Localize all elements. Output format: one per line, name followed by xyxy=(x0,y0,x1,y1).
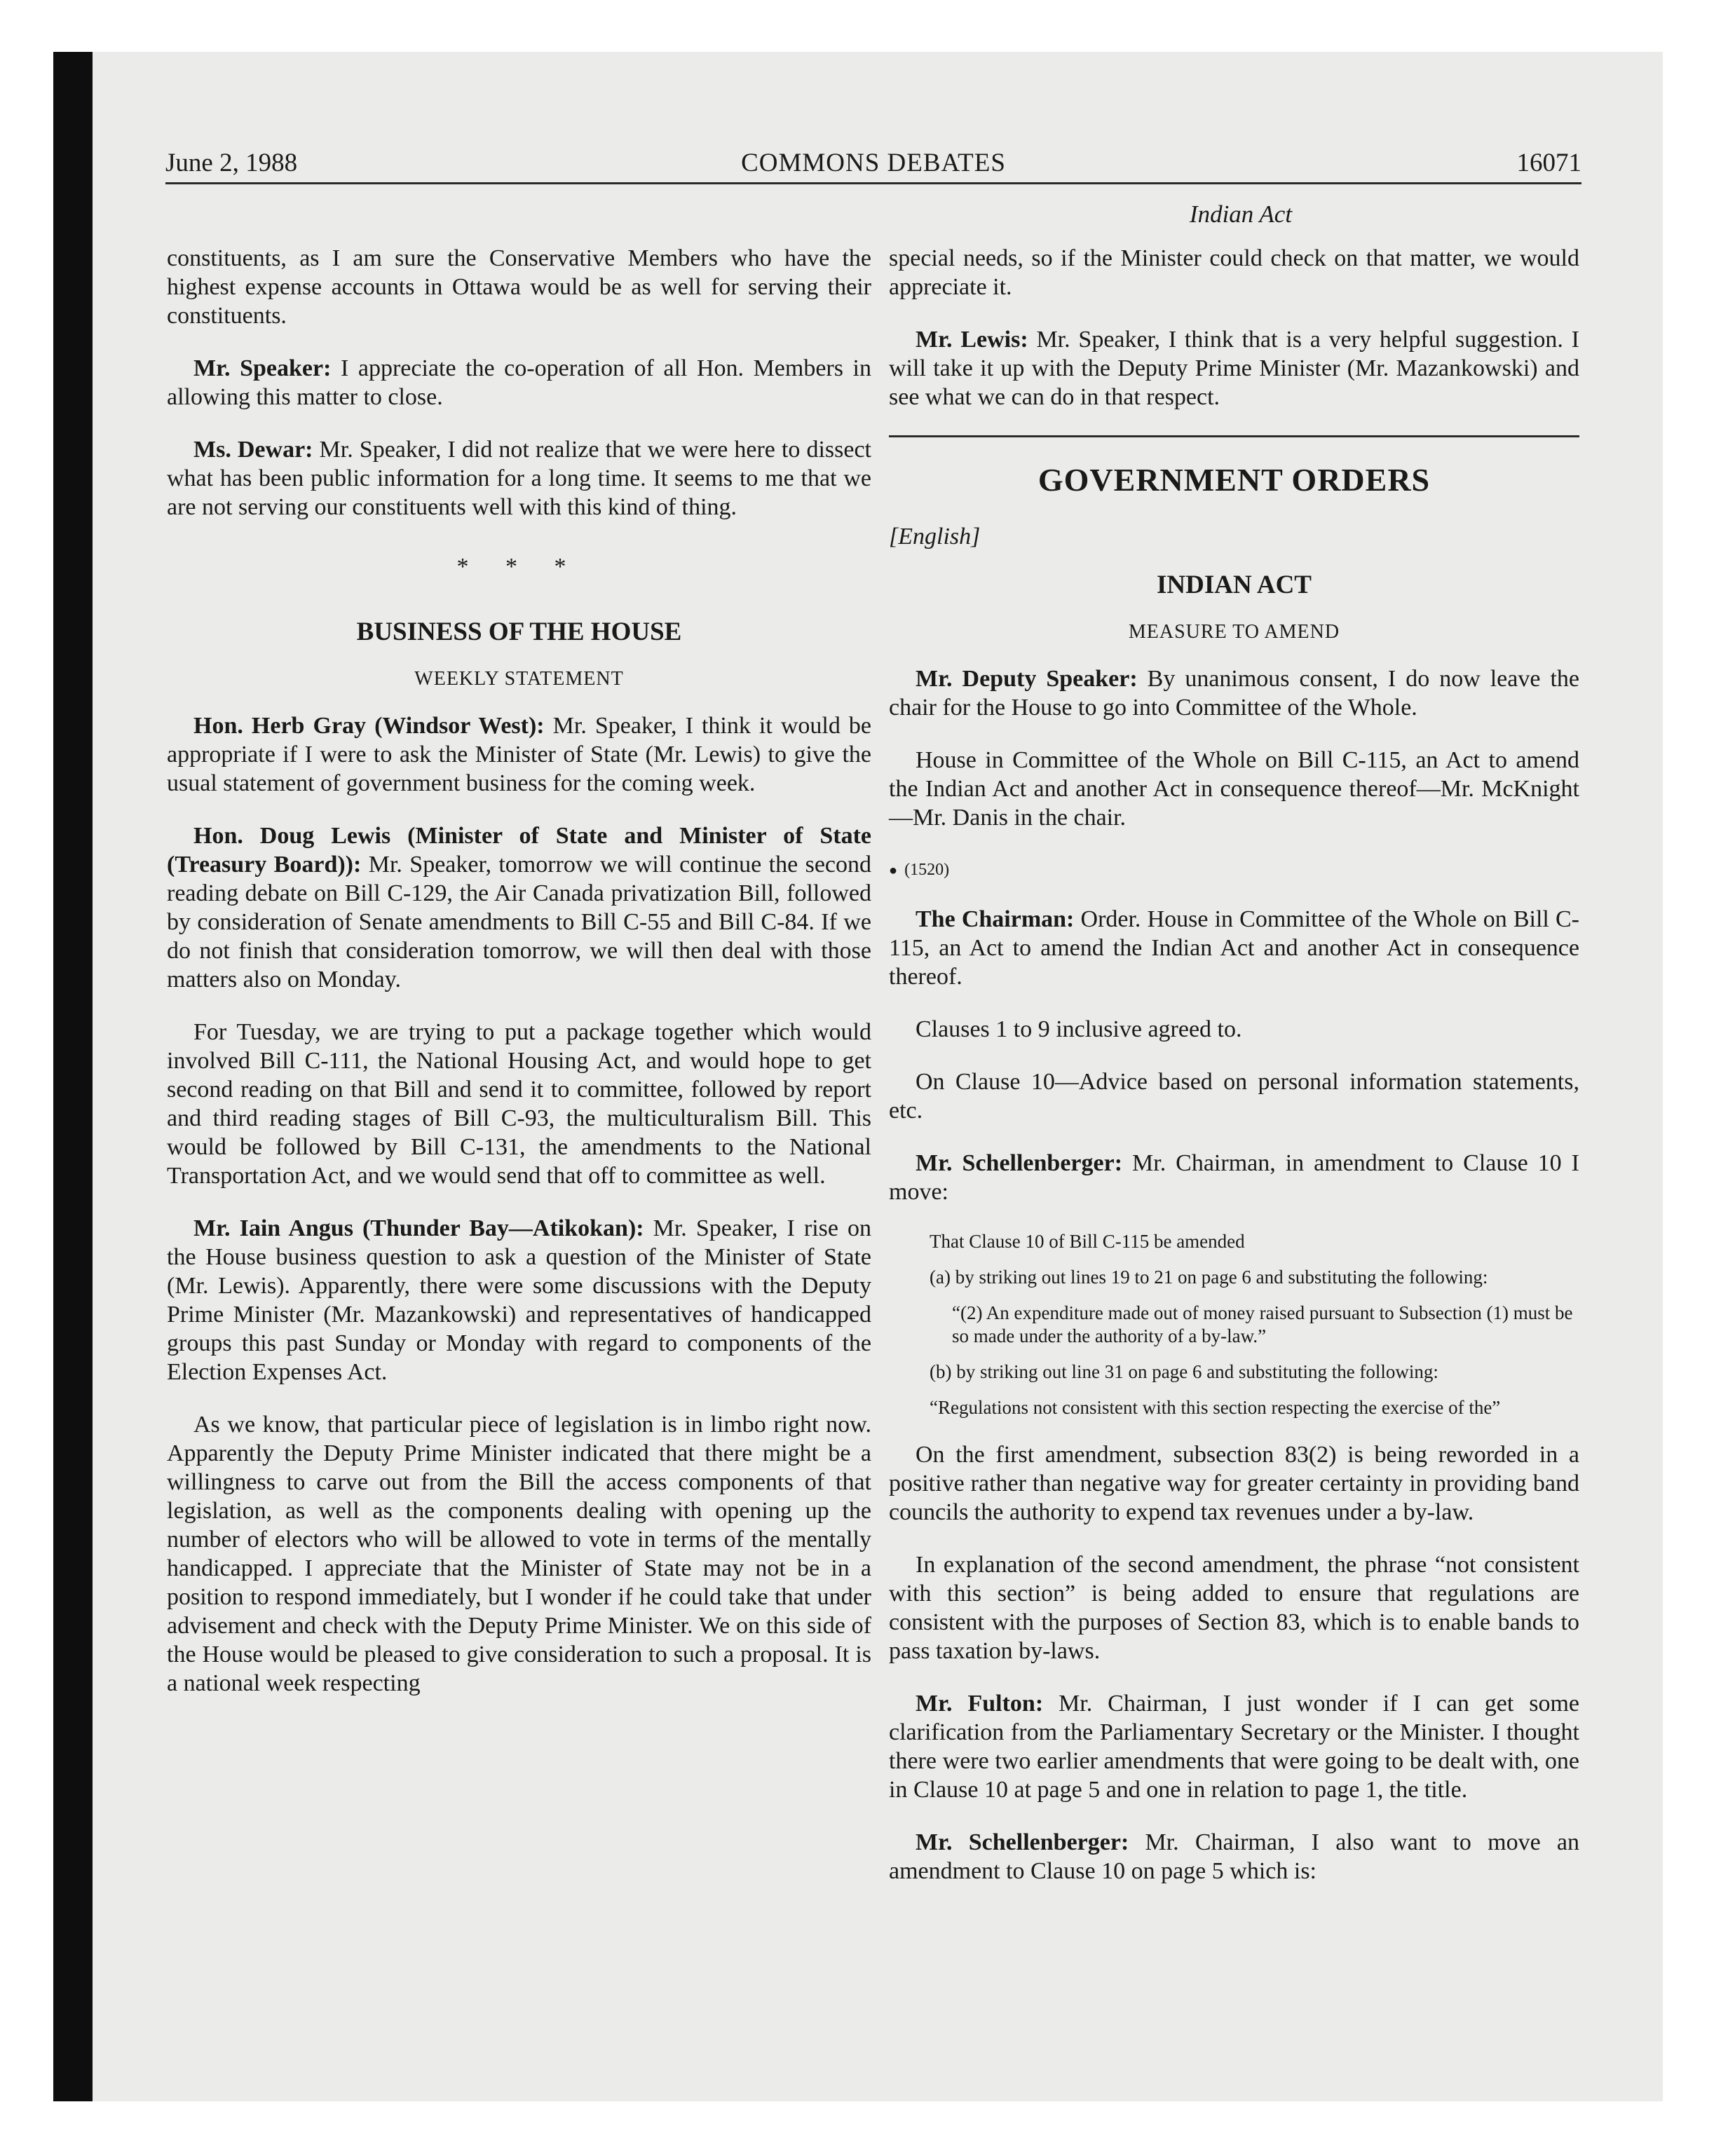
section-subtitle: WEEKLY STATEMENT xyxy=(414,668,624,690)
speaker-name: Mr. Deputy Speaker: xyxy=(916,666,1138,692)
speaker-name: The Chairman: xyxy=(916,906,1075,932)
time-stamp xyxy=(889,856,1579,885)
speech-text: By unanimous consent, I do now leave the chair for the House to go into Committee of the Whole. xyxy=(889,666,1579,721)
scan-binding-edge xyxy=(53,52,93,2101)
speech-text: Mr. Speaker, I think it would be appropriate if I were to ask the Minister of State (Mr. Lewis) to give the usual statement of government business for the coming week. xyxy=(167,713,871,796)
speaker-name: Mr. Schellenberger: xyxy=(916,1829,1129,1855)
speech-text: Mr. Speaker, I did not realize that we were here to dissect what has been public information for a long time. It seems to me that we are not serving our constituents well with this kind of thing. xyxy=(167,437,871,520)
paragraph: Clauses 1 to 9 inclusive agreed to. xyxy=(916,1016,1242,1042)
page-header xyxy=(165,146,1581,184)
speaker-name: Mr. Iain Angus (Thunder Bay—Atikokan): xyxy=(193,1215,644,1241)
section-separator: * * * xyxy=(456,554,582,580)
speaker-name: Mr. Lewis: xyxy=(916,327,1028,353)
speech-paragraph xyxy=(167,1214,871,1386)
scan-margin xyxy=(0,0,53,2156)
section-title: BUSINESS OF THE HOUSE xyxy=(356,618,682,646)
header-date: June 2, 1988 xyxy=(165,149,298,177)
paragraph: On Clause 10—Advice based on personal information statements, etc. xyxy=(889,1069,1579,1124)
language-marker: [English] xyxy=(889,524,981,550)
header-title: COMMONS DEBATES xyxy=(741,149,1006,177)
bullet-icon: ● xyxy=(889,863,898,878)
speech-paragraph xyxy=(889,325,1579,411)
speech-paragraph xyxy=(889,905,1579,991)
motion-quote: “Regulations not consistent with this section respecting the exercise of the” xyxy=(930,1397,1501,1418)
speech-paragraph xyxy=(889,1828,1579,1885)
part-title: GOVERNMENT ORDERS xyxy=(1037,462,1431,498)
time-stamp-text: (1520) xyxy=(904,861,950,879)
speech-text: Mr. Speaker, I think that is a very helpful suggestion. I will take it up with the Deputy Prime Minister (Mr. Mazankowski) and see what we can do in that respect. xyxy=(889,327,1579,410)
speech-paragraph xyxy=(167,354,871,411)
motion-text: That Clause 10 of Bill C-115 be amended xyxy=(930,1231,1245,1252)
left-column xyxy=(167,244,871,1721)
speaker-name: Hon. Herb Gray (Windsor West): xyxy=(193,713,545,739)
paragraph: On the first amendment, subsection 83(2) is being reworded in a positive rather than negative way for greater certainty in providing band councils the authority to expend tax revenues under a by-law. xyxy=(889,1442,1579,1525)
paragraph: House in Committee of the Whole on Bill C-115, an Act to amend the Indian Act and another Act in consequence thereof—Mr. McKnight—Mr. Danis in the chair. xyxy=(889,747,1579,831)
speaker-name: Mr. Fulton: xyxy=(916,1691,1044,1717)
speech-text: Mr. Chairman, in amendment to Clause 10 I move: xyxy=(889,1150,1579,1205)
paragraph: constituents, as I am sure the Conservative Members who have the highest expense accounts in Ottawa would be as well for serving their constituents. xyxy=(167,245,871,329)
speech-paragraph xyxy=(889,664,1579,722)
speech-text: Mr. Speaker, tomorrow we will continue the second reading debate on Bill C-129, the Air Canada privatization Bill, followed by consideration of Senate amendments to Bill C-55 and Bill C-84. If we do not finish that consideration tomorrow, we will then deal with those matters also on Monday. xyxy=(167,852,871,992)
section-rule xyxy=(889,435,1579,437)
motion-text: (a) by striking out lines 19 to 21 on page 6 and substituting the following: xyxy=(930,1267,1488,1288)
paragraph: In explanation of the second amendment, the phrase “not consistent with this section” is being added to ensure that regulations are consistent with the purposes of Section 83, which is to enable bands to pass taxation by-laws. xyxy=(889,1552,1579,1664)
header-page-number: 16071 xyxy=(1516,149,1581,177)
motion-quote: “(2) An expenditure made out of money raised pursuant to Subsection (1) must be so made under the authority of a by-law.” xyxy=(952,1302,1573,1346)
speaker-name: Ms. Dewar: xyxy=(193,437,313,463)
speech-paragraph xyxy=(167,435,871,521)
speech-paragraph xyxy=(889,1149,1579,1206)
paragraph: For Tuesday, we are trying to put a package together which would involved Bill C-111, the National Housing Act, and would hope to get second reading on that Bill and send it to committee, followed by report and third reading stages of Bill C-93, the multiculturalism Bill. This would be followed by Bill C-131, the amendments to the National Transportation Act, and we would send that off to committee as well. xyxy=(167,1019,871,1189)
section-title: INDIAN ACT xyxy=(1156,571,1312,599)
speaker-name: Mr. Schellenberger: xyxy=(916,1150,1123,1176)
speech-text: I appreciate the co-operation of all Hon. Members in allowing this matter to close. xyxy=(167,355,871,410)
paragraph: As we know, that particular piece of legislation is in limbo right now. Apparently the Deputy Prime Minister indicated that there might be a willingness to carve out from the Bill the access components of that legislation, as well as the components dealing with opening up the number of electors who will be allowed to vote in terms of the mentally handicapped. I appreciate that the Minister of State may not be in a position to respond immediately, but I wonder if he could take that under advisement and check with the Deputy Prime Minister. We on this side of the House would be pleased to give consideration to such a proposal. It is a national week respecting xyxy=(167,1412,871,1696)
speech-text: Mr. Speaker, I rise on the House business question to ask a question of the Minister of State (Mr. Lewis). Apparently, there were some discussions with the Deputy Prime Minister (Mr. Mazankowski) and representatives of handicapped groups this past Sunday or Monday with regard to components of the Election Expenses Act. xyxy=(167,1215,872,1385)
paragraph: special needs, so if the Minister could check on that matter, we would appreciate it. xyxy=(889,245,1579,300)
speech-text: Mr. Chairman, I also want to move an amendment to Clause 10 on page 5 which is: xyxy=(889,1829,1579,1884)
right-column xyxy=(889,244,1579,1909)
speaker-name: Mr. Speaker: xyxy=(193,355,332,381)
speech-text: Mr. Chairman, I just wonder if I can get some clarification from the Parliamentary Secretary or the Minister. I thought there were two earlier amendments that were going to be dealt with, one in Clause 10 at page 5 and one in relation to page 1, the title. xyxy=(889,1691,1579,1803)
speech-paragraph xyxy=(167,821,871,994)
section-subtitle: MEASURE TO AMEND xyxy=(1128,621,1340,643)
running-head: Indian Act xyxy=(1189,200,1293,228)
speech-paragraph xyxy=(167,711,871,798)
speech-paragraph xyxy=(889,1689,1579,1804)
speech-text: Order. House in Committee of the Whole on Bill C-115, an Act to amend the Indian Act and another Act in consequence thereof. xyxy=(889,906,1579,990)
speaker-name: Hon. Doug Lewis (Minister of State and Minister of State (Treasury Board)): xyxy=(167,823,871,878)
motion-text: (b) by striking out line 31 on page 6 and substituting the following: xyxy=(930,1361,1438,1382)
